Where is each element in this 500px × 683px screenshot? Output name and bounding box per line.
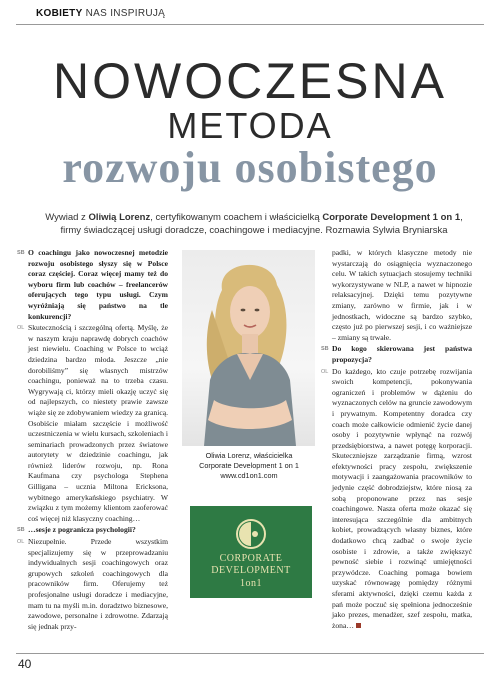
answer-marker: OL bbox=[321, 368, 329, 375]
question-2 bbox=[17, 525, 168, 536]
intro-mid: , certyfikowanym coachem i właścicielką bbox=[150, 212, 323, 223]
portrait-illustration bbox=[182, 250, 315, 446]
bottom-divider bbox=[16, 653, 484, 654]
answer-2 bbox=[17, 537, 168, 632]
title-line-2: METODA bbox=[167, 105, 333, 146]
logo-text-line-1: CORPORATE bbox=[219, 553, 283, 564]
caption-url: www.cd1on1.com bbox=[220, 471, 278, 480]
intro-post: , firmy świadczącej usługi doradcze, coachingowe i mediacyjne. Rozmawia Sylwia Bryniarska bbox=[60, 212, 463, 236]
section-header-bold: KOBIETY bbox=[36, 8, 83, 19]
answer-2-continued-text: padki, w których klasyczne metody nie wystarczają do osiągnięcia wyznaczonego celu. W takich sytuacjach stosujemy techniki wykorzystywane w NLP, a nawet w hipnozie relaksacyjnej. Dzięki temu pozytywne zmiany, zarówno w firmie, jak i w jednostkach, widoczne są bardzo szybko, często już po pierwszej sesji, i co ważniejsze – zmiany są trwałe. bbox=[332, 248, 472, 342]
right-column bbox=[321, 248, 472, 632]
caption-line-1: Oliwia Lorenz, właścicielka bbox=[205, 451, 293, 460]
intro-name: Oliwią Lorenz bbox=[88, 212, 151, 223]
page-number: 40 bbox=[18, 657, 32, 671]
answer-1 bbox=[17, 323, 168, 524]
title-line-3: rozwoju osobistego bbox=[62, 143, 438, 192]
portrait-photo bbox=[182, 250, 315, 446]
photo-caption bbox=[180, 451, 318, 481]
question-1-text: O coachingu jako nowoczesnej metodzie rozwoju osobistego słyszy się w Polsce coraz częściej. Coraz więcej mamy też do wyboru firm lub coachów – freelancerów oferujących tego typu usługi. Czym wyróżniają się państwo na tle konkurencji? bbox=[28, 248, 168, 321]
intro-pre: Wywiad z bbox=[45, 212, 89, 223]
top-divider bbox=[16, 24, 484, 25]
logo-emblem-icon bbox=[190, 514, 312, 554]
logo-text-line-2: DEVELOPMENT bbox=[211, 565, 291, 576]
answer-marker: OL bbox=[17, 539, 25, 546]
question-3 bbox=[321, 344, 472, 365]
answer-2-continued bbox=[332, 248, 472, 343]
intro-paragraph bbox=[36, 211, 472, 237]
logo-text-line-3: 1on1 bbox=[240, 578, 262, 589]
question-marker: SB bbox=[17, 527, 25, 534]
left-column bbox=[17, 248, 168, 633]
question-3-text: Do kogo skierowana jest państwa propozycja? bbox=[332, 344, 472, 364]
question-marker: SB bbox=[17, 250, 25, 256]
answer-marker: OL bbox=[17, 325, 25, 332]
section-header bbox=[36, 8, 165, 19]
question-2-text: …sesje z pogranicza psychologii? bbox=[28, 525, 136, 535]
question-marker: SB bbox=[321, 346, 329, 353]
answer-2-text: Niezupełnie. Przede wszystkim specjalizujemy się w przeprowadzaniu indywidualnych sesji coachingowych oraz grupowych szkoleń coachingowych dla pracowników firm. Oferujemy też profesjonalne usługi doradcze i mediacyjne, mam tu na myśli m.in. doradztwo biznesowe, zawodowe, personalne i zdrowotne. Zdarzają się jednak przy- bbox=[28, 537, 168, 631]
section-header-rest: NAS INSPIRUJĄ bbox=[85, 8, 166, 19]
title-line-1: NOWOCZESNA bbox=[53, 53, 447, 109]
answer-1-text: Skutecznością i szczególną ofertą. Myślę, że w naszym kraju naprawdę dobrych coachów jest niewielu. Coaching w Polsce to wciąż dziedzina bardzo młoda. Jeszcze „nie dorobiliśmy” się własnych mistrzów coachingu, ponieważ na to trzeba czasu. Wygrywają ci, którzy mieli okazję uczyć się od najlepszych, co niestety prawie zawsze wiąże się ze zdobywaniem wiedzy za granicą. Osobiście miałam szczęście i możliwość uczestniczenia w wielu kursach, szkoleniach i seminariach prowadzonych przez światowe autorytety w dziedzinie coachingu, jak również liderów rozwoju, np. Rona Kaufmana czy psychologa Stephena Gilligana – ucznia Miltona Ericksona, wybitnego amerykańskiego psychiatry. W związku z tym możemy klientom zaoferować coś więcej niż klasyczny coaching… bbox=[28, 323, 168, 523]
answer-3 bbox=[321, 366, 472, 632]
caption-line-2: Corporate Development 1 on 1 bbox=[199, 461, 299, 470]
intro-company: Corporate Development 1 on 1 bbox=[322, 212, 461, 223]
corporate-development-logo bbox=[190, 506, 312, 598]
end-of-article-icon bbox=[356, 623, 361, 628]
answer-3-text: Do każdego, kto czuje potrzebę rozwijania swoich kompetencji, pokonywania ograniczeń i problemów w dążeniu do wyznaczonych celów na gruncie zawodowym i prywatnym. Kompetentny doradca czy coach może całkowicie odmienić życie danej osoby i pozytywnie wpłynąć na rozwój przedsiębiorstwa, a nawet potęgę korporacji. Skuteczniejsze zarządzanie firmą, wzrost efektywności pracy zespołu, zwiększenie motywacji i zaangażowania pracowników to jedynie część dobrodziejstw, które niosą za sobą proponowane przez nas sesje coachingowe. Nasza oferta może okazać się interesująca szczególnie dla ambitnych kobiet, prowadzących własny biznes, które dodatkowo chcą zadbać o swoje życie osobiste i zdrowie, a także zwiększyć pewność siebie i rozwinąć umiejętności przywódcze. Coaching pomaga bowiem uzyskać równowagę pomiędzy różnymi sferami aktywności, dzięki czemu każda z pań może poczuć się spełniona jednocześnie jako prezes, menadżer, szef zespołu, matka, żona… bbox=[332, 366, 472, 630]
question-1 bbox=[17, 248, 168, 322]
